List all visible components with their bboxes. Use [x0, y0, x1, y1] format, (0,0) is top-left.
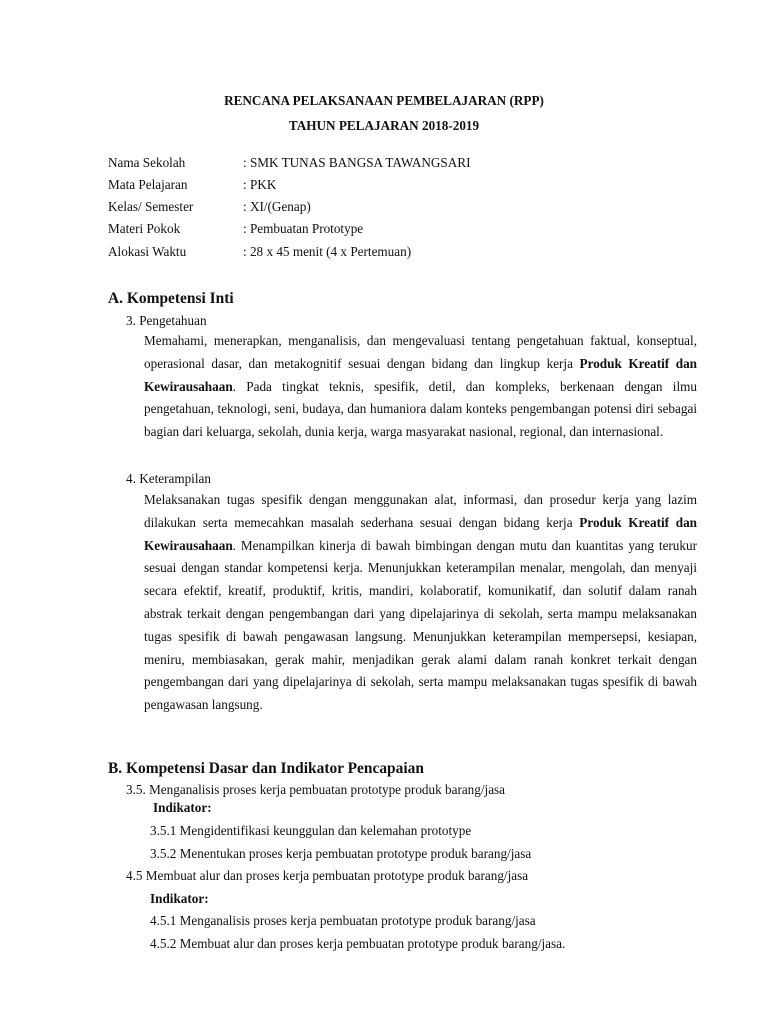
section-b-heading: B. Kompetensi Dasar dan Indikator Pencapaian — [108, 760, 424, 777]
document-year: TAHUN PELAJARAN 2018-2019 — [288, 118, 480, 133]
kd-3-5-indikator-label: Indikator: — [153, 800, 212, 815]
info-label: Mata Pelajaran — [108, 177, 188, 192]
kd-4-5-title: 4.5 Membuat alur dan proses kerja pembuatan prototype produk barang/jasa — [126, 868, 529, 883]
info-value: : PKK — [243, 177, 277, 192]
kd-3-5-title: 3.5. Menganalisis proses kerja pembuatan prototype produk barang/jasa — [126, 782, 506, 797]
ki4-text-after: . Menampilkan kinerja di bawah bimbingan dengan mutu dan kuantitas yang terukur sesuai dengan standar kompetensi kerja. Menunjukkan keterampilan menalar, mengolah, dan menyaji secara efektif, kreatif, produktif, kritis, mandiri, kolaboratif, komunikatif, dan solutif dalam ranah abstrak terkait dengan pengembangan dari yang dipelajarinya di sekolah, serta mampu melaksanakan tugas spesifik di bawah pengawasan langsung. Menunjukkan keterampilan mempersepsi, kesiapan, meniru, membiasakan, gerak mahir, menjadikan gerak alami dalam ranah konkret terkait dengan pengembangan dari yang dipelajarinya di sekolah, serta mampu melaksanakan tugas spesifik di bawah pengawasan langsung. — [144, 537, 697, 713]
info-label: Alokasi Waktu — [108, 244, 187, 259]
info-label: Kelas/ Semester — [108, 199, 194, 214]
ki4-heading: 4. Keterampilan — [126, 471, 211, 486]
ki3-heading: 3. Pengetahuan — [126, 313, 207, 328]
ki3-text-after: . Pada tingkat teknis, spesifik, detil, dan kompleks, berkenaan dengan ilmu pengetahuan, teknologi, seni, budaya, dan humaniora dalam konteks pengembangan potensi diri sebagai bagian dari keluarga, sekolah, dunia kerja, warga masyarakat nasional, regional, dan internasional. — [144, 378, 697, 440]
indikator-3-5-1: 3.5.1 Mengidentifikasi keunggulan dan kelemahan prototype — [150, 823, 472, 838]
indikator-3-5-2: 3.5.2 Menentukan proses kerja pembuatan prototype produk barang/jasa — [150, 846, 532, 861]
document-title: RENCANA PELAKSANAAN PEMBELAJARAN (RPP) — [224, 93, 544, 108]
ki3-bold-phrase: Produk Kreatif dan Kewirausahaan — [144, 355, 698, 394]
info-value: : SMK TUNAS BANGSA TAWANGSARI — [243, 155, 471, 170]
ki4-text-before: Melaksanakan tugas spesifik dengan menggunakan alat, informasi, dan prosedur kerja yang lazim dilakukan serta memecahkan masalah sederhana sesuai dengan bidang kerja — [144, 492, 697, 530]
info-label: Materi Pokok — [108, 221, 181, 236]
ki3-text-before: Memahami, menerapkan, menganalisis, dan mengevaluasi tentang pengetahuan faktual, konseptual, operasional dasar, dan metakognitif sesuai dengan bidang dan lingkup kerja — [144, 333, 697, 371]
ki3-paragraph — [144, 330, 697, 444]
kd-4-5-indikator-label: Indikator: — [150, 891, 209, 906]
info-value: : 28 x 45 menit (4 x Pertemuan) — [243, 244, 412, 259]
indikator-4-5-1: 4.5.1 Menganalisis proses kerja pembuatan prototype produk barang/jasa — [150, 913, 536, 928]
ki4-paragraph — [144, 489, 697, 717]
info-value: : Pembuatan Prototype — [243, 221, 364, 236]
section-a-heading: A. Kompetensi Inti — [108, 290, 234, 307]
ki4-bold-phrase: Produk Kreatif dan Kewirausahaan — [144, 514, 698, 553]
indikator-4-5-2: 4.5.2 Membuat alur dan proses kerja pembuatan prototype produk barang/jasa. — [150, 936, 566, 951]
info-value: : XI/(Genap) — [243, 199, 311, 214]
info-label: Nama Sekolah — [108, 155, 186, 170]
